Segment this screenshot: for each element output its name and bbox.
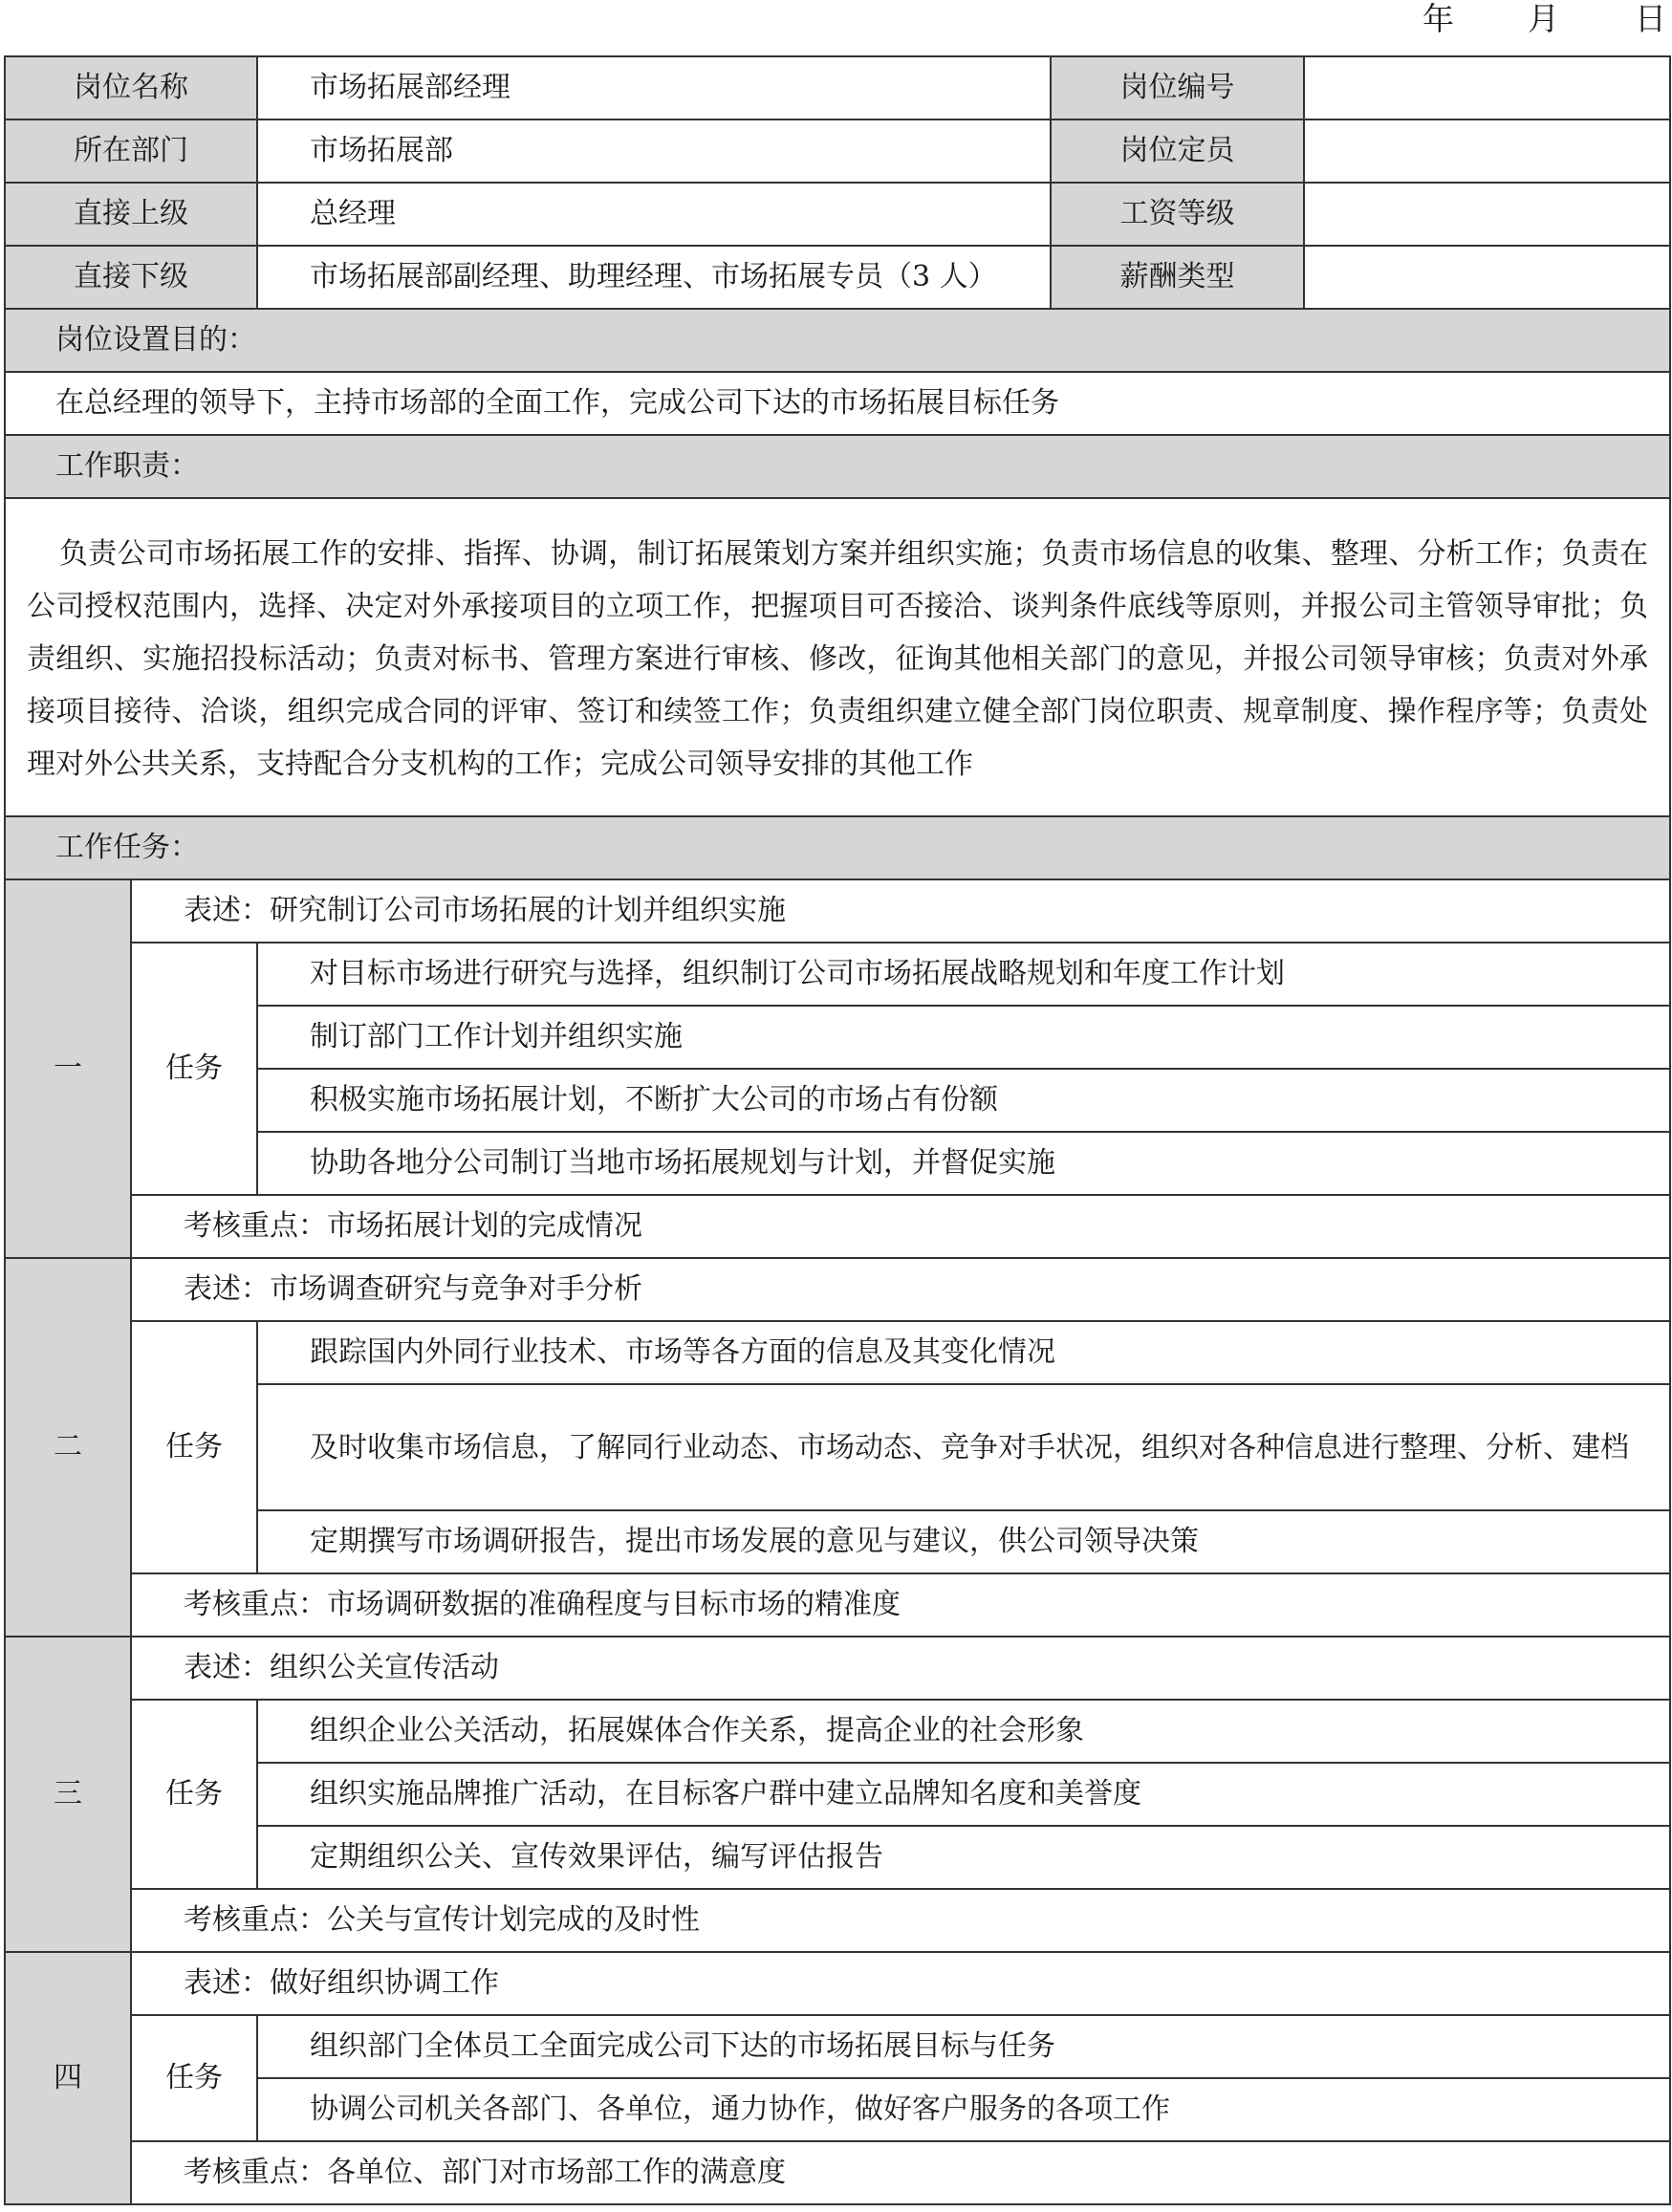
task-1-task-label: 任务 [131, 943, 257, 1195]
row-tasks-label [5, 816, 1670, 879]
task-4-desc-row [5, 1952, 1670, 2015]
task-2-item-row [5, 1321, 1670, 1384]
task-3-item-row [5, 1700, 1670, 1763]
position-name-value: 市场拓展部经理 [257, 56, 1051, 119]
task-1-item-4: 协助各地分公司制订当地市场拓展规划与计划，并督促实施 [257, 1132, 1670, 1195]
task-1-item-1: 对目标市场进行研究与选择，组织制订公司市场拓展战略规划和年度工作计划 [257, 943, 1670, 1006]
date-year: 年 [1422, 0, 1454, 37]
task-1-kpi-row [5, 1195, 1670, 1258]
row-superior [5, 183, 1670, 246]
task-2-kpi: 考核重点：市场调研数据的准确程度与目标市场的精准度 [131, 1573, 1670, 1637]
task-2-item-3: 定期撰写市场调研报告，提出市场发展的意见与建议，供公司领导决策 [257, 1510, 1670, 1573]
tasks-label: 工作任务： [5, 816, 1670, 879]
purpose-label: 岗位设置目的： [5, 309, 1670, 372]
task-1-item-row [5, 943, 1670, 1006]
task-1-item-2: 制订部门工作计划并组织实施 [257, 1006, 1670, 1069]
row-subordinates [5, 246, 1670, 309]
row-position-name [5, 56, 1670, 119]
job-description-table [4, 55, 1671, 2205]
task-3-item-2: 组织实施品牌推广活动，在目标客户群中建立品牌知名度和美誉度 [257, 1763, 1670, 1826]
position-name-label: 岗位名称 [5, 56, 257, 119]
task-1-desc: 表述：研究制订公司市场拓展的计划并组织实施 [131, 879, 1670, 943]
task-3-item-1: 组织企业公关活动，拓展媒体合作关系，提高企业的社会形象 [257, 1700, 1670, 1763]
task-3-item-3: 定期组织公关、宣传效果评估，编写评估报告 [257, 1826, 1670, 1889]
task-1-kpi: 考核重点：市场拓展计划的完成情况 [131, 1195, 1670, 1258]
task-3-desc: 表述：组织公关宣传活动 [131, 1637, 1670, 1700]
task-2-item-1: 跟踪国内外同行业技术、市场等各方面的信息及其变化情况 [257, 1321, 1670, 1384]
task-1-number: 一 [5, 879, 131, 1258]
task-4-desc: 表述：做好组织协调工作 [131, 1952, 1670, 2015]
pay-type-label: 薪酬类型 [1051, 246, 1304, 309]
duties-label: 工作职责： [5, 435, 1670, 498]
task-4-item-row [5, 2015, 1670, 2078]
task-3-desc-row [5, 1637, 1670, 1700]
row-purpose-label [5, 309, 1670, 372]
task-3-number: 三 [5, 1637, 131, 1952]
task-2-item-2: 及时收集市场信息，了解同行业动态、市场动态、竞争对手状况，组织对各种信息进行整理、分析、建档 [257, 1384, 1670, 1510]
duties-text: 负责公司市场拓展工作的安排、指挥、协调，制订拓展策划方案并组织实施；负责市场信息的收集、整理、分析工作；负责在公司授权范围内，选择、决定对外承接项目的立项工作，把握项目可否接洽、谈判条件底线等原则，并报公司主管领导审批；负责组织、实施招投标活动；负责对标书、管理方案进行审核、修改，征询其他相关部门的意见，并报公司领导审核；负责对外承接项目接待、洽谈，组织完成合同的评审、签订和续签工作；负责组织建立健全部门岗位职责、规章制度、操作程序等；负责处理对外公共关系，支持配合分支机构的工作；完成公司领导安排的其他工作 [5, 498, 1670, 816]
headcount-value [1304, 119, 1670, 183]
task-4-item-2: 协调公司机关各部门、各单位，通力协作，做好客户服务的各项工作 [257, 2078, 1670, 2141]
position-no-value [1304, 56, 1670, 119]
department-value: 市场拓展部 [257, 119, 1051, 183]
task-2-task-label: 任务 [131, 1321, 257, 1573]
task-4-task-label: 任务 [131, 2015, 257, 2141]
task-4-item-1: 组织部门全体员工全面完成公司下达的市场拓展目标与任务 [257, 2015, 1670, 2078]
date-month: 月 [1528, 0, 1559, 37]
position-no-label: 岗位编号 [1051, 56, 1304, 119]
task-2-desc: 表述：市场调查研究与竞争对手分析 [131, 1258, 1670, 1321]
date-day: 日 [1635, 0, 1666, 37]
row-department [5, 119, 1670, 183]
pay-type-value [1304, 246, 1670, 309]
row-purpose-text [5, 372, 1670, 435]
salary-grade-label: 工资等级 [1051, 183, 1304, 246]
task-2-number: 二 [5, 1258, 131, 1637]
subordinates-value: 市场拓展部副经理、助理经理、市场拓展专员（3 人） [257, 246, 1051, 309]
task-3-kpi: 考核重点：公关与宣传计划完成的及时性 [131, 1889, 1670, 1952]
task-4-kpi-row [5, 2141, 1670, 2204]
task-1-item-3: 积极实施市场拓展计划，不断扩大公司的市场占有份额 [257, 1069, 1670, 1132]
row-duties-label [5, 435, 1670, 498]
task-2-desc-row [5, 1258, 1670, 1321]
task-3-kpi-row [5, 1889, 1670, 1952]
superior-value: 总经理 [257, 183, 1051, 246]
task-3-task-label: 任务 [131, 1700, 257, 1889]
subordinates-label: 直接下级 [5, 246, 257, 309]
department-label: 所在部门 [5, 119, 257, 183]
salary-grade-value [1304, 183, 1670, 246]
task-4-kpi: 考核重点：各单位、部门对市场部工作的满意度 [131, 2141, 1670, 2204]
row-duties-text [5, 498, 1670, 816]
task-2-kpi-row [5, 1573, 1670, 1637]
purpose-text: 在总经理的领导下，主持市场部的全面工作，完成公司下达的市场拓展目标任务 [5, 372, 1670, 435]
date-line [0, 0, 1672, 54]
headcount-label: 岗位定员 [1051, 119, 1304, 183]
task-4-number: 四 [5, 1952, 131, 2204]
superior-label: 直接上级 [5, 183, 257, 246]
task-1-desc-row [5, 879, 1670, 943]
